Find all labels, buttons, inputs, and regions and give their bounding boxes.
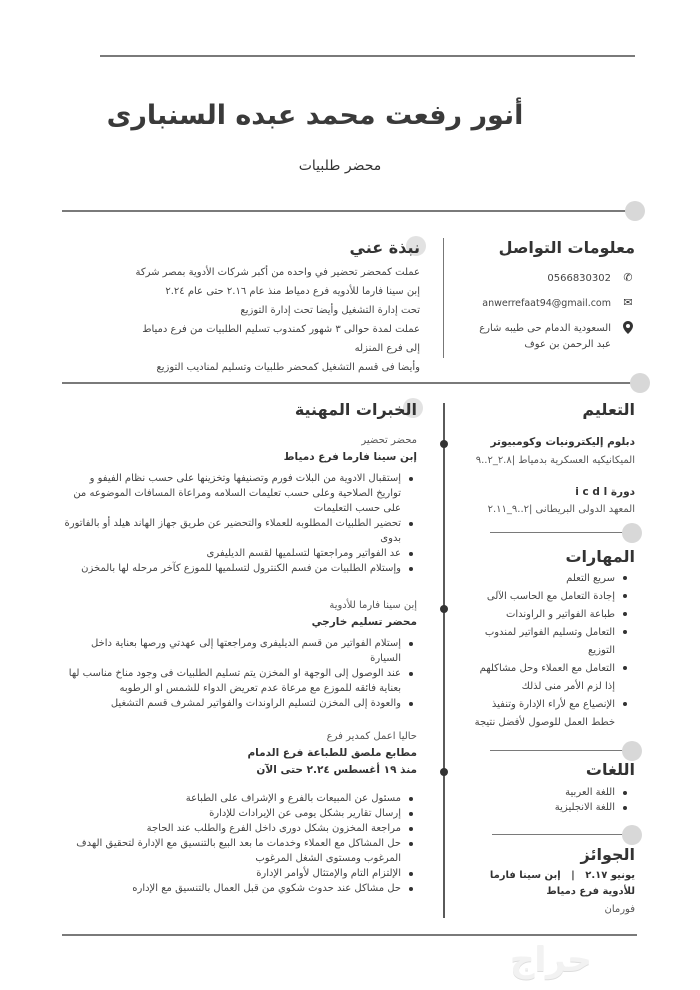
contact-email (470, 296, 635, 312)
section-divider-dot (630, 373, 650, 393)
timeline-line (443, 403, 445, 918)
page-title: أنور رفعت محمد عبده السنبارى (106, 100, 524, 131)
job-title: محضر طلبيات (298, 158, 382, 174)
job-entry (62, 598, 417, 711)
languages-divider-dot (622, 825, 642, 845)
education-detail: المعهد الدولى البريطانى |٢..٩_٢.١١ (487, 504, 635, 515)
timeline-dot (440, 440, 448, 448)
job-bullet: عند الوصول إلى الوجهة او المخزن يتم تسليم الطلبيات فى وجود مناخ مناسب لها بعناية فائقه للموزع مع مرعاة عدم تعريض الدواء للشمس او الرطوبه (62, 666, 401, 696)
job-company: إبن سينا فارما فرع دمياط (283, 451, 417, 463)
skills-divider (490, 750, 630, 751)
envelope-icon: ✉ (623, 296, 633, 309)
contact-heading: معلومات التواصل (498, 238, 635, 257)
job-company: محضر تسليم خارجي (311, 616, 417, 628)
job-bullet: وإستلام الطلبيات من فسم الكنترول لتسلميها للموزع كآخر مرحله لها بالمخزن (62, 561, 401, 576)
job-role: محضر تحضير (361, 435, 417, 446)
job-bullet: إستقبال الادوية من البلات فورم وتصنيفها وتخزينها على حسب نظام الفيفو و تواريخ الصلاحية وعلى حسب تعليمات السلامه ومراعاة المسافات الموضوعه من على حسب التعليمات (62, 471, 401, 516)
experience-section (62, 400, 417, 896)
skills-divider-dot (622, 741, 642, 761)
bottom-divider (62, 934, 637, 936)
job-bullet: حل المشاكل مع العملاء وخدمات ما بعد البيع بالتنسيق مع الإدارة لتحقيق الهدف المرغوب ومستوى الشغل المرغوب (62, 836, 401, 866)
job-bullet: عد الفواتير ومراجعتها لتسلميها لقسم الديليفرى (62, 546, 401, 561)
phone-value[interactable]: 0566830302 (547, 273, 611, 284)
experience-heading: الخبرات المهنية (294, 400, 417, 419)
language-item: اللغة العربية (470, 785, 615, 800)
contact-phone (470, 271, 635, 287)
job-period: منذ ١٩ أغسطس ٢.٢٤ حتى الآن (256, 764, 417, 776)
header-divider-dot (625, 201, 645, 221)
job-entry (62, 729, 417, 896)
education-detail: الميكانيكيه العسكرية بدمياط |٢.٨_٢..٩ (475, 455, 635, 466)
header-divider (62, 210, 632, 212)
language-item: اللغة الانجليزية (470, 800, 615, 815)
job-role: حاليا اعمل كمدير فرع (326, 731, 417, 742)
address-value: السعودية الدمام حى طيبه شارع عبد الرحمن بن عوف (479, 323, 611, 350)
job-bullet: إرسال تقارير بشكل يومى عن الإيرادات للإدارة (62, 806, 401, 821)
email-value[interactable]: anwerrefaat94@gmail.com (482, 298, 611, 309)
skill-item: التعامل مع العملاء وحل مشاكلهم إذا لزم الأمر منى لذلك (470, 660, 615, 696)
timeline-dot (440, 605, 448, 613)
education-heading: التعليم (582, 400, 635, 419)
job-entry (62, 433, 417, 576)
education-title: دورة i c d l (575, 486, 635, 498)
languages-section (470, 760, 635, 815)
languages-heading: اللغات (585, 760, 635, 779)
skills-heading: المهارات (565, 547, 635, 566)
awards-heading: الجوائز (580, 845, 635, 864)
job-company: مطابع ملصق للطباعة فرع الدمام (247, 747, 417, 759)
skill-item: الإنصياع مع لأراء الإدارة وتنفيذ خطط العمل للوصول لأفضل نتيجة (470, 696, 615, 732)
contact-section (470, 238, 635, 362)
contact-address (470, 321, 635, 353)
map-pin-icon (621, 321, 635, 337)
job-bullet: مراجعة المخزون بشكل دورى داخل الفرع والطلب عند الحاجة (62, 821, 401, 836)
phone-icon: ✆ (623, 271, 633, 284)
awards-section (465, 845, 635, 920)
job-bullet: الإلتزام التام والإمتثال لأوامر الإدارة (62, 866, 401, 881)
section-divider (62, 382, 637, 384)
skill-item: التعامل وتسليم الفواتير لمندوب التوزيع (470, 624, 615, 660)
job-bullet: تحضير الطلبيات المطلوبه للعملاء والتحضير عن طريق جهاز الهاند هيلد أو بالفاتورة بدوى (62, 516, 401, 546)
award-detail: فورمان (604, 904, 635, 915)
job-bullet: مسئول عن المبيعات بالفرع و الإشراف على الطباعة (62, 791, 401, 806)
education-title: دبلوم إليكترونيات وكومبيوتر (490, 436, 635, 448)
job-bullet: إستلام الفواتير من قسم الديليفرى ومراجعتها إلى عهدتي ورصها بعناية داخل السيارة (62, 636, 401, 666)
timeline-dot (440, 768, 448, 776)
skill-item: إجادة التعامل مع الحاسب الآلى (470, 588, 615, 606)
education-divider (490, 532, 630, 533)
job-bullet: حل مشاكل عند حدوث شكوي من قبل العمال بالتنسيق مع الإداره (62, 881, 401, 896)
about-section (125, 238, 420, 377)
education-divider-dot (622, 523, 642, 543)
skill-item: سريع التعلم (470, 570, 615, 588)
about-heading: نبذة عني (349, 238, 420, 257)
about-line: عملت لمدة حوالى ٣ شهور كمندوب تسليم الطلبيات من فرع دمياط إلى فرع المنزله (142, 324, 420, 354)
about-vertical-divider (443, 238, 444, 358)
about-line: تحت إدارة التشغيل وأيضا تحت إدارة التوزيع (240, 305, 420, 316)
job-bullet: والعودة إلى المخزن لتسليم الراوندات والفواتير لمشرف قسم التشغيل (62, 696, 401, 711)
job-role: إبن سينا فارما للأدوية (329, 600, 417, 611)
languages-divider (492, 834, 630, 835)
skills-section (470, 547, 635, 732)
award-title: يونيو ٢.١٧ | إبن سينا فارما للأدوية فرع دمياط (486, 870, 635, 897)
skill-item: طباعة الفواتير و الراوندات (470, 606, 615, 624)
about-line: وأيضا فى قسم التشغيل كمحضر طلبيات وتسليم لمناديب التوزيع (156, 362, 420, 373)
education-section (465, 400, 635, 519)
haraj-watermark-logo: حراج (510, 940, 592, 980)
top-divider (100, 55, 635, 57)
about-line: عملت كمحضر تحضير في واحده من أكبر شركات الأدوية بمصر شركة إبن سينا فارما للأدويه فرع دمياط منذ عام ٢.١٦ حتى عام ٢.٢٤ (135, 267, 420, 297)
